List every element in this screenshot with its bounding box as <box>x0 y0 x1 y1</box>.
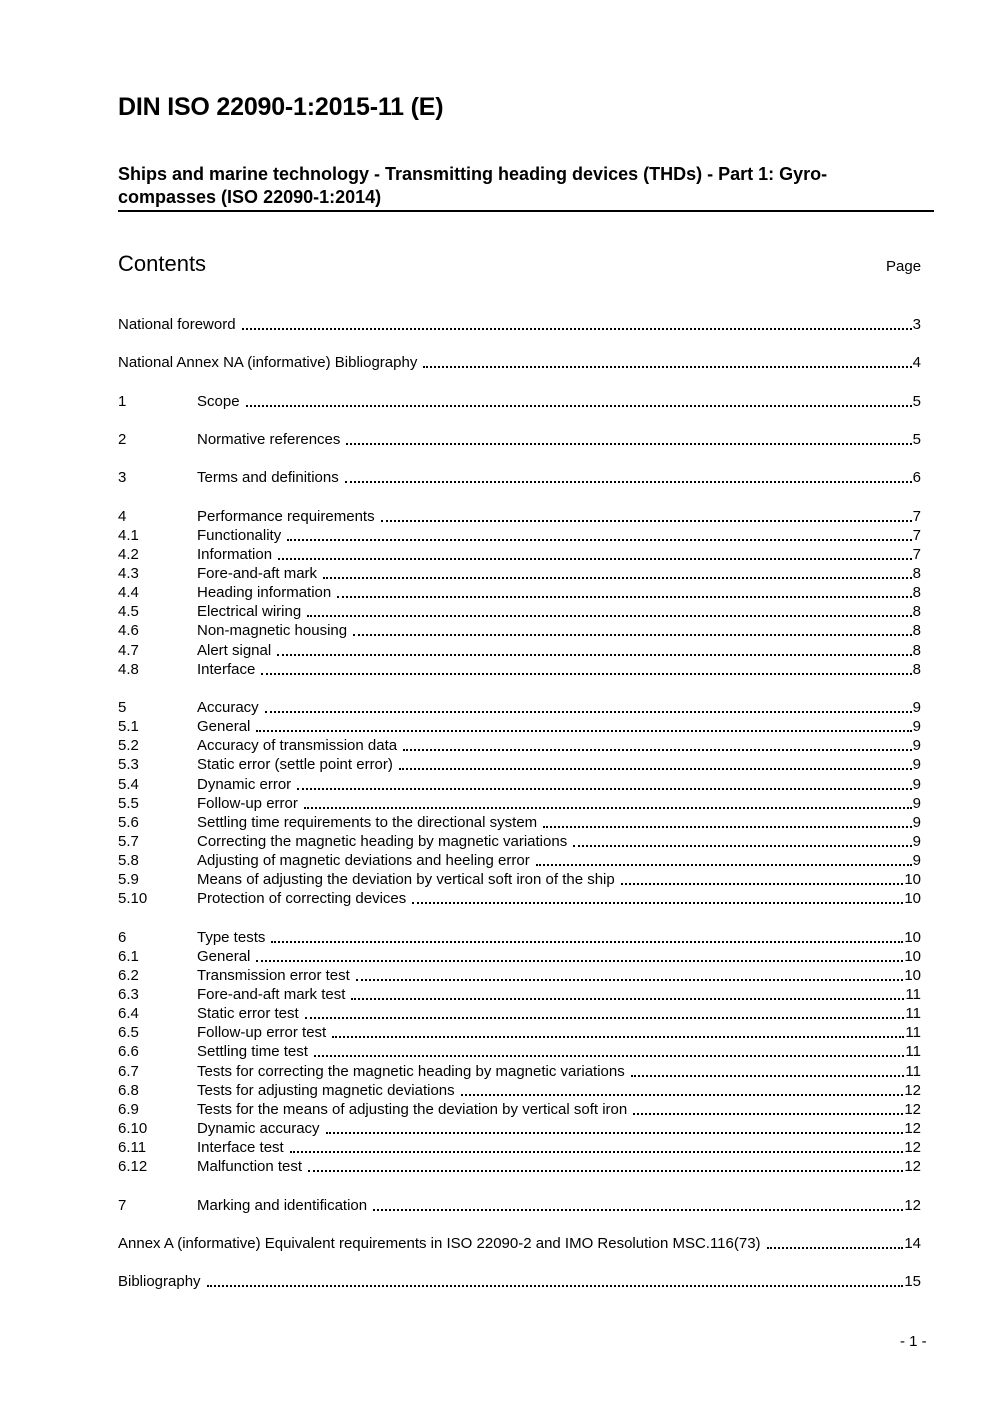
toc-dot-leader <box>297 788 911 790</box>
toc-entry-title: Correcting the magnetic heading by magnetic variations <box>197 832 568 850</box>
toc-entry-page: 9 <box>912 832 921 850</box>
toc-entry[interactable] <box>118 813 921 832</box>
toc-entry-number: 6.5 <box>118 1024 139 1042</box>
toc-entry-number: 6.7 <box>118 1062 139 1080</box>
toc-entry-number: 6.3 <box>118 986 139 1004</box>
toc-dot-leader <box>461 1094 904 1096</box>
toc-entry[interactable] <box>118 966 921 985</box>
toc-dot-leader <box>308 1170 903 1172</box>
toc-entry[interactable] <box>118 1272 921 1291</box>
toc-entry-title: Functionality <box>197 526 282 544</box>
toc-entry-number: 6.9 <box>118 1100 139 1118</box>
toc-dot-leader <box>307 615 911 617</box>
document-id: DIN ISO 22090-1:2015-11 (E) <box>118 93 444 121</box>
toc-entry-page: 6 <box>912 469 921 487</box>
toc-entry-title: Alert signal <box>197 641 272 659</box>
toc-entry-title: Malfunction test <box>197 1158 303 1176</box>
toc-entry-number: 4.8 <box>118 660 139 678</box>
toc-dot-leader <box>314 1055 905 1057</box>
toc-entry-page: 14 <box>904 1234 921 1252</box>
toc-entry[interactable] <box>118 315 921 334</box>
toc-entry[interactable] <box>118 564 921 583</box>
toc-entry[interactable] <box>118 526 921 545</box>
toc-entry-title: Accuracy of transmission data <box>197 737 398 755</box>
toc-entry[interactable] <box>118 985 921 1004</box>
subtitle-line-2: compasses (ISO 22090-1:2014) <box>118 187 382 207</box>
toc-entry-page: 10 <box>904 947 921 965</box>
toc-entry-number: 5.10 <box>118 890 148 908</box>
toc-entry-page: 12 <box>904 1081 921 1099</box>
toc-entry-page: 11 <box>905 1062 921 1080</box>
toc-entry[interactable] <box>118 1234 921 1253</box>
toc-entry[interactable] <box>118 736 921 755</box>
toc-dot-leader <box>403 749 912 751</box>
toc-entry-page: 8 <box>912 603 921 621</box>
toc-entry[interactable] <box>118 1023 921 1042</box>
toc-entry-number: 5.2 <box>118 737 139 755</box>
toc-entry-number: 4.1 <box>118 526 139 544</box>
toc-entry-number: 4.6 <box>118 622 139 640</box>
toc-dot-leader <box>536 864 912 866</box>
toc-entry-title: Tests for correcting the magnetic heading by magnetic variations <box>197 1062 625 1080</box>
toc-entry-page: 11 <box>905 1024 921 1042</box>
toc-entry-number: 6.4 <box>118 1005 139 1023</box>
toc-entry-title: Settling time test <box>197 1043 308 1061</box>
toc-entry[interactable] <box>118 851 921 870</box>
toc-entry-number: 5.8 <box>118 852 139 870</box>
toc-entry-number: 6.6 <box>118 1043 139 1061</box>
toc-dot-leader <box>351 998 904 1000</box>
toc-entry-title: Heading information <box>197 584 332 602</box>
toc-entry-number: 5.1 <box>118 718 139 736</box>
toc-dot-leader <box>290 1151 904 1153</box>
table-of-contents <box>118 315 921 1291</box>
toc-entry-title: Scope <box>197 392 240 410</box>
toc-entry-number: 3 <box>118 469 127 487</box>
toc-entry-number: 6.12 <box>118 1158 148 1176</box>
toc-dot-leader <box>242 328 912 330</box>
toc-entry[interactable] <box>118 468 921 487</box>
toc-entry-number: 6.11 <box>118 1139 147 1157</box>
toc-entry-title: Type tests <box>197 928 266 946</box>
toc-dot-leader <box>621 883 904 885</box>
toc-entry-page: 15 <box>904 1273 921 1291</box>
toc-entry-number: 6.2 <box>118 966 139 984</box>
toc-entry-page: 12 <box>904 1196 921 1214</box>
page-column-heading: Page <box>886 258 922 275</box>
toc-entry-page: 9 <box>912 698 921 716</box>
toc-entry-title: Information <box>197 545 273 563</box>
toc-dot-leader <box>633 1113 903 1115</box>
toc-entry[interactable] <box>118 794 921 813</box>
toc-entry[interactable] <box>118 506 921 525</box>
toc-entry[interactable] <box>118 947 921 966</box>
toc-entry[interactable] <box>118 1195 921 1214</box>
toc-entry-title: General <box>197 947 251 965</box>
toc-entry[interactable] <box>118 602 921 621</box>
toc-entry-title: Fore-and-aft mark test <box>197 986 346 1004</box>
toc-entry-title: Performance requirements <box>197 507 375 525</box>
toc-dot-leader <box>278 558 912 560</box>
toc-dot-leader <box>304 807 912 809</box>
toc-entry-page: 10 <box>904 966 921 984</box>
toc-entry-title: Transmission error test <box>197 966 350 984</box>
toc-entry-page: 11 <box>905 1005 921 1023</box>
toc-entry[interactable] <box>118 660 921 679</box>
toc-entry[interactable] <box>118 870 921 889</box>
toc-entry[interactable] <box>118 774 921 793</box>
toc-entry-page: 9 <box>912 718 921 736</box>
toc-dot-leader <box>256 730 911 732</box>
toc-entry-title: Follow-up error <box>197 794 298 812</box>
toc-dot-leader <box>337 596 911 598</box>
toc-entry[interactable] <box>118 392 921 411</box>
toc-entry[interactable] <box>118 640 921 659</box>
toc-dot-leader <box>353 634 912 636</box>
toc-entry-number: 6.10 <box>118 1120 148 1138</box>
toc-entry[interactable] <box>118 583 921 602</box>
toc-entry[interactable] <box>118 1081 921 1100</box>
toc-entry-number: 4.2 <box>118 545 139 563</box>
toc-entry[interactable] <box>118 1042 921 1061</box>
toc-entry-page: 10 <box>904 928 921 946</box>
toc-entry-title: Dynamic error <box>197 775 292 793</box>
toc-entry[interactable] <box>118 928 921 947</box>
toc-entry-title: Tests for adjusting magnetic deviations <box>197 1081 455 1099</box>
toc-entry-title: Normative references <box>197 430 341 448</box>
toc-entry-title: Tests for the means of adjusting the deviation by vertical soft iron <box>197 1100 628 1118</box>
title-divider <box>118 210 934 212</box>
toc-dot-leader <box>373 1209 903 1211</box>
toc-dot-leader <box>256 960 903 962</box>
toc-entry[interactable] <box>118 621 921 640</box>
toc-entry-page: 11 <box>905 1043 921 1061</box>
toc-entry-page: 9 <box>912 737 921 755</box>
contents-heading: Contents <box>118 251 207 276</box>
toc-entry[interactable] <box>118 698 921 717</box>
toc-entry[interactable] <box>118 717 921 736</box>
toc-entry-number: 2 <box>118 430 127 448</box>
toc-entry-number: 5.7 <box>118 832 139 850</box>
toc-entry-number: 4.4 <box>118 584 139 602</box>
toc-entry-page: 8 <box>912 641 921 659</box>
toc-entry[interactable] <box>118 1004 921 1023</box>
toc-entry-number: 1 <box>118 392 127 410</box>
toc-entry-number: 4 <box>118 507 127 525</box>
toc-dot-leader <box>412 902 903 904</box>
subtitle-line-1: Ships and marine technology - Transmitting heading devices (THDs) - Part 1: Gyro- <box>118 164 828 184</box>
toc-entry-title: Dynamic accuracy <box>197 1120 320 1138</box>
toc-entry-title: Electrical wiring <box>197 603 302 621</box>
toc-entry-page: 9 <box>912 852 921 870</box>
toc-entry[interactable] <box>118 832 921 851</box>
toc-entry-number: 5.9 <box>118 871 139 889</box>
toc-entry-page: 8 <box>912 660 921 678</box>
toc-dot-leader <box>246 405 912 407</box>
toc-dot-leader <box>323 577 912 579</box>
toc-entry-title: Follow-up error test <box>197 1024 327 1042</box>
toc-dot-leader <box>543 826 912 828</box>
toc-entry[interactable] <box>118 1100 921 1119</box>
toc-dot-leader <box>332 1036 904 1038</box>
toc-dot-leader <box>277 654 911 656</box>
toc-entry-page: 12 <box>904 1158 921 1176</box>
toc-entry-title: Fore-and-aft mark <box>197 564 318 582</box>
toc-entry-number: 6.8 <box>118 1081 139 1099</box>
toc-entry[interactable] <box>118 353 921 372</box>
toc-entry-page: 9 <box>912 775 921 793</box>
toc-entry-title: Static error test <box>197 1005 299 1023</box>
toc-dot-leader <box>265 711 912 713</box>
toc-entry-title: General <box>197 718 251 736</box>
toc-dot-leader <box>573 845 911 847</box>
toc-entry-number: 5.6 <box>118 813 139 831</box>
toc-entry-title: Annex A (informative) Equivalent requirements in ISO 22090-2 and IMO Resolution MSC.116(73) <box>118 1234 761 1252</box>
toc-dot-leader <box>305 1017 905 1019</box>
toc-entry-page: 8 <box>912 564 921 582</box>
toc-entry-page: 10 <box>904 871 921 889</box>
toc-entry-number: 6 <box>118 928 127 946</box>
toc-entry-page: 7 <box>912 526 921 544</box>
toc-entry-title: Interface test <box>197 1139 284 1157</box>
toc-dot-leader <box>346 443 911 445</box>
toc-entry-title: Adjusting of magnetic deviations and heeling error <box>197 852 530 870</box>
toc-entry-number: 6.1 <box>118 947 139 965</box>
toc-dot-leader <box>326 1132 904 1134</box>
toc-entry-page: 10 <box>904 890 921 908</box>
footer-page-number: - 1 - <box>900 1333 927 1350</box>
toc-entry-page: 12 <box>904 1100 921 1118</box>
toc-entry-page: 8 <box>912 584 921 602</box>
toc-entry-number: 4.3 <box>118 564 139 582</box>
toc-entry[interactable] <box>118 755 921 774</box>
toc-entry[interactable] <box>118 1157 921 1176</box>
toc-entry[interactable] <box>118 889 921 908</box>
toc-entry-page: 11 <box>905 986 921 1004</box>
toc-dot-leader <box>345 481 912 483</box>
toc-dot-leader <box>271 941 903 943</box>
toc-entry-number: 4.5 <box>118 603 139 621</box>
toc-entry-page: 12 <box>904 1120 921 1138</box>
toc-entry[interactable] <box>118 1061 921 1080</box>
toc-entry-page: 9 <box>912 794 921 812</box>
toc-entry-title: National foreword <box>118 316 236 334</box>
toc-entry-title: Non-magnetic housing <box>197 622 348 640</box>
toc-entry-page: 7 <box>912 545 921 563</box>
toc-entry-page: 4 <box>912 354 921 372</box>
toc-entry-page: 3 <box>912 316 921 334</box>
document-subtitle <box>118 163 918 209</box>
toc-entry-number: 4.7 <box>118 641 139 659</box>
toc-entry-page: 5 <box>912 430 921 448</box>
toc-entry-title: Interface <box>197 660 256 678</box>
toc-dot-leader <box>767 1247 904 1249</box>
toc-dot-leader <box>381 520 912 522</box>
toc-entry-number: 5.3 <box>118 756 139 774</box>
toc-entry[interactable] <box>118 545 921 564</box>
toc-dot-leader <box>631 1075 905 1077</box>
toc-entry-title: Static error (settle point error) <box>197 756 393 774</box>
toc-entry-title: National Annex NA (informative) Bibliography <box>118 354 418 372</box>
toc-entry-number: 5 <box>118 698 127 716</box>
toc-entry[interactable] <box>118 430 921 449</box>
toc-dot-leader <box>399 768 912 770</box>
toc-entry[interactable] <box>118 1138 921 1157</box>
toc-entry-page: 9 <box>912 813 921 831</box>
toc-entry-number: 7 <box>118 1196 127 1214</box>
toc-entry-page: 8 <box>912 622 921 640</box>
toc-entry-page: 12 <box>904 1139 921 1157</box>
toc-entry-title: Settling time requirements to the directional system <box>197 813 538 831</box>
toc-dot-leader <box>287 539 911 541</box>
toc-dot-leader <box>207 1285 904 1287</box>
toc-entry[interactable] <box>118 1119 921 1138</box>
toc-entry-title: Bibliography <box>118 1273 201 1291</box>
toc-entry-title: Protection of correcting devices <box>197 890 407 908</box>
toc-entry-title: Terms and definitions <box>197 469 339 487</box>
toc-entry-page: 7 <box>912 507 921 525</box>
toc-entry-title: Marking and identification <box>197 1196 368 1214</box>
toc-entry-page: 5 <box>912 392 921 410</box>
toc-dot-leader <box>261 673 911 675</box>
toc-entry-title: Accuracy <box>197 698 259 716</box>
toc-dot-leader <box>356 979 904 981</box>
toc-dot-leader <box>423 366 911 368</box>
toc-entry-title: Means of adjusting the deviation by vertical soft iron of the ship <box>197 871 615 889</box>
toc-entry-number: 5.5 <box>118 794 139 812</box>
toc-entry-page: 9 <box>912 756 921 774</box>
toc-entry-number: 5.4 <box>118 775 139 793</box>
